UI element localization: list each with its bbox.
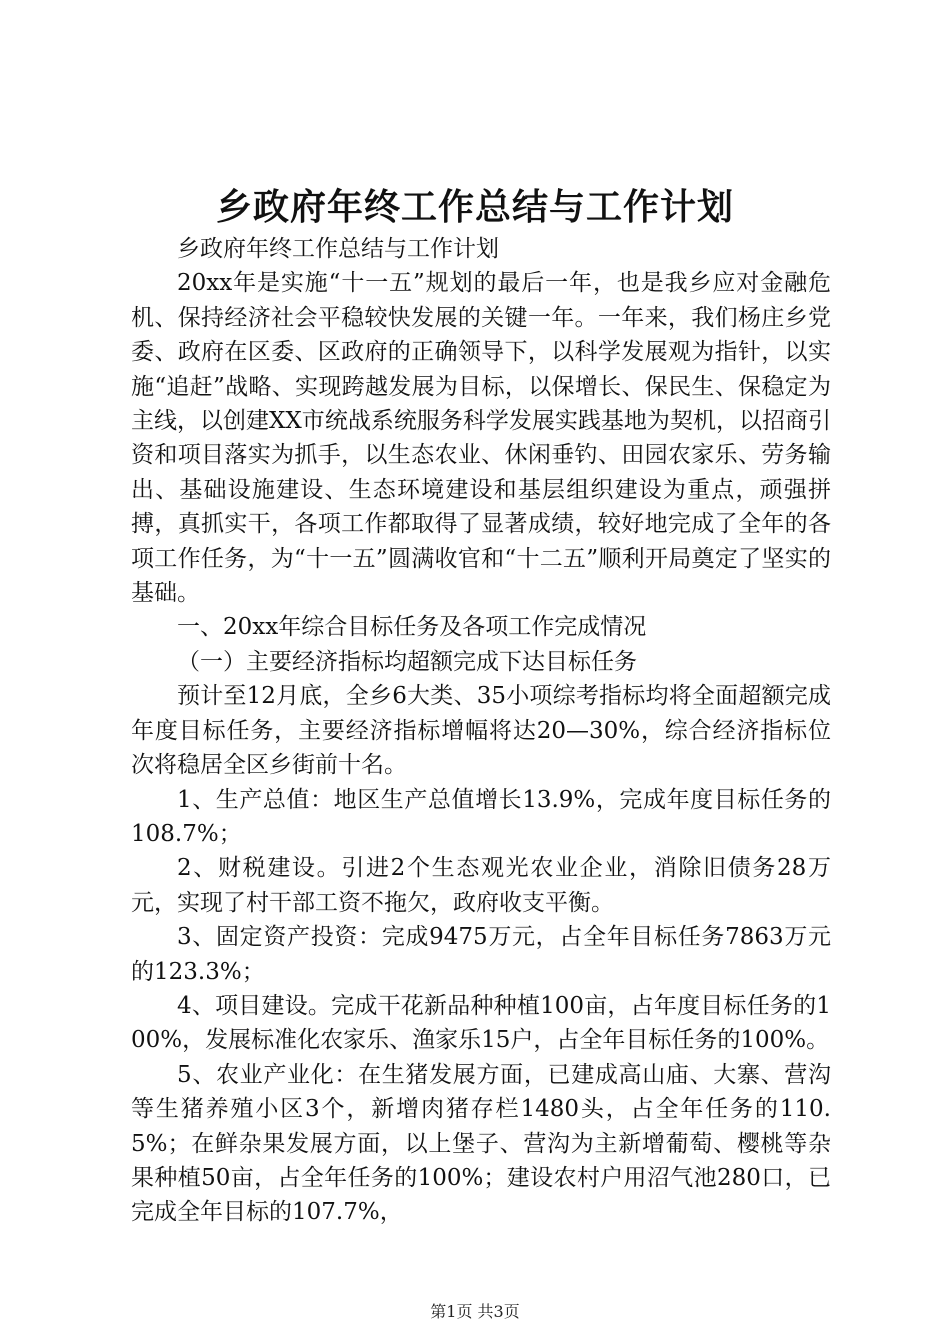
paragraph-intro: 20xx年是实施“十一五”规划的最后一年，也是我乡应对金融危机、保持经济社会平稳较快发展的关键一年。一年来，我们杨庄乡党委、政府在区委、区政府的正确领导下，以科学发展观为指针，以实施“追赶”战略、实现跨越发展为目标，以保增长、保民生、保稳定为主线，以创建XX市统战系统服务科学发展实践基地为契机，以招商引资和项目落实为抓手，以生态农业、休闲垂钓、田园农家乐、劳务输出、基础设施建设、生态环境建设和基层组织建设为重点，顽强拼搏，真抓实干，各项工作都取得了显著成绩，较好地完成了全年的各项工作任务，为“十一五”圆满收官和“十二五”顺利开局奠定了坚实的基础。 [131,270,831,607]
subsection-heading: （一）主要经济指标均超额完成下达目标任务 [177,648,637,675]
section-heading: 一、20xx年综合目标任务及各项工作完成情况 [177,614,647,641]
paragraph-subtitle: 乡政府年终工作总结与工作计划 [177,236,499,262]
document-body [131,232,831,1230]
list-item-investment: 3、固定资产投资：完成9475万元，占全年目标任务7863万元的123.3%； [131,924,831,985]
list-item-finance: 2、财税建设。引进2个生态观光农业企业，消除旧债务28万元，实现了村干部工资不拖欠，政府收支平衡。 [131,855,831,916]
list-item-gdp: 1、生产总值：地区生产总值增长13.9%，完成年度目标任务的108.7%； [131,786,831,847]
list-item-agriculture: 5、农业产业化：在生猪发展方面，已建成高山庙、大寨、营沟等生猪养殖小区3个，新增肉猪存栏1480头，占全年任务的110.5%；在鲜杂果发展方面，以上堡子、营沟为主新增葡萄、樱桃等杂果种植50亩，占全年任务的100%；建设农村户用沼气池280口，已完成全年目标的107.7%， [131,1061,831,1226]
paragraph-summary: 预计至12月底，全乡6大类、35小项综考指标均将全面超额完成年度目标任务，主要经济指标增幅将达20—30%，综合经济指标位次将稳居全区乡街前十名。 [131,683,831,779]
document-title: 乡政府年终工作总结与工作计划 [215,186,734,228]
list-item-projects: 4、项目建设。完成干花新品种种植100亩，占年度目标任务的100%，发展标准化农家乐、渔家乐15户，占全年目标任务的100%。 [131,992,831,1054]
page-footer: 第1页 共3页 [430,1302,520,1321]
